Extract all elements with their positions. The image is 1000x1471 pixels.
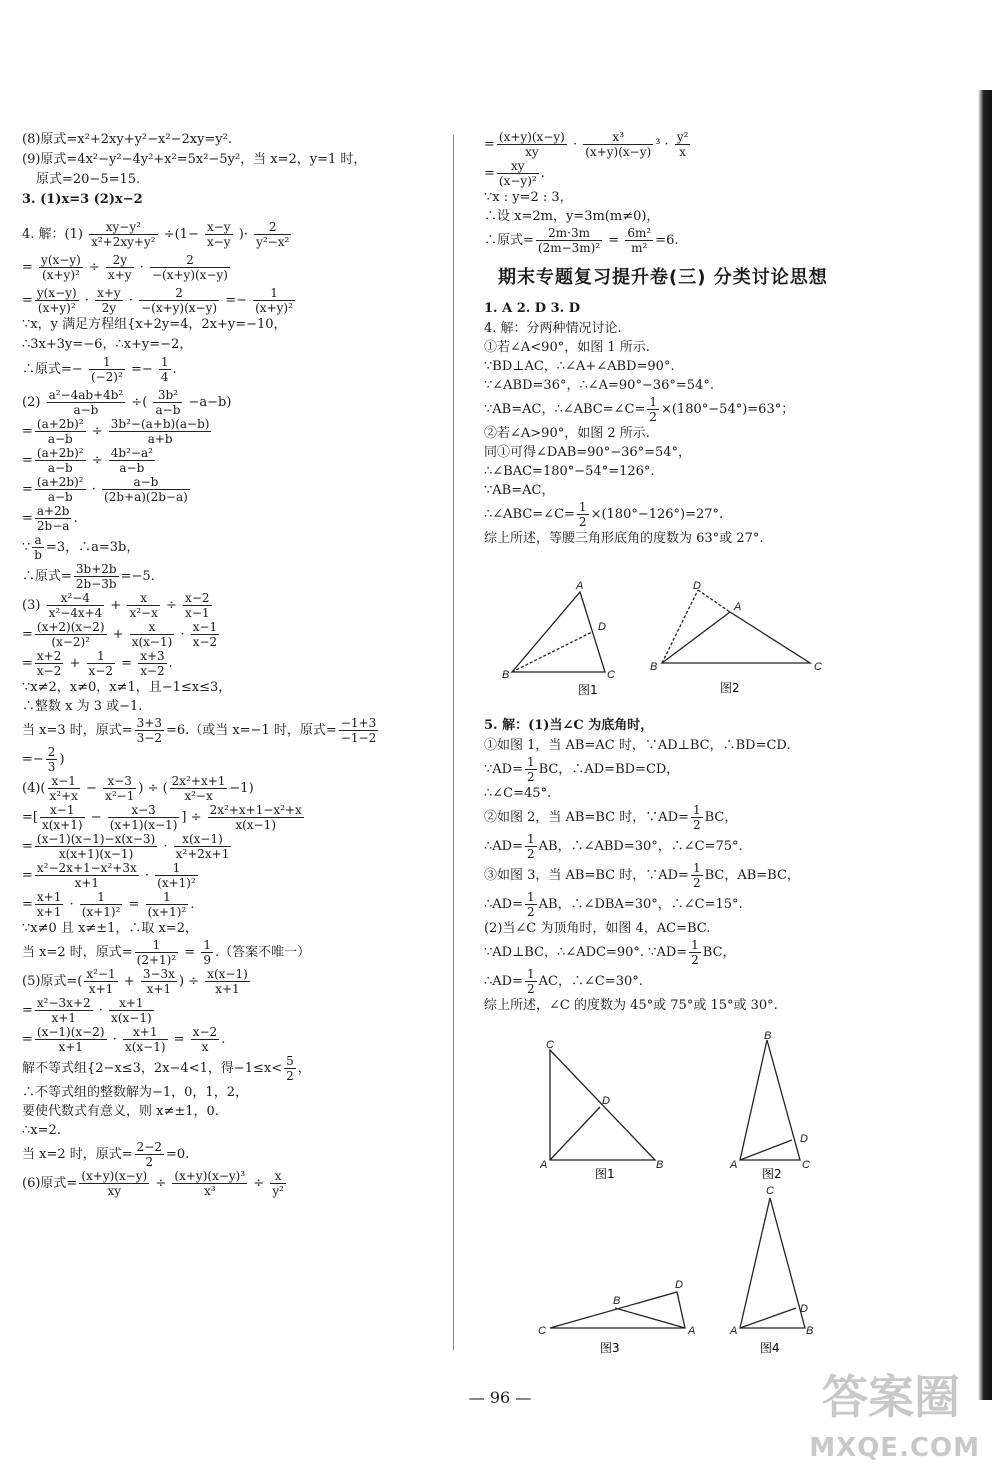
svg-text:B: B bbox=[502, 669, 510, 681]
math-line: ∴AD= $\frac{1}{2}$ AC，∴∠C=30°. bbox=[484, 967, 643, 996]
text-line: ①若∠A<90°，如图 1 所示. bbox=[484, 340, 650, 355]
math-line: ∵AB=AC，∴∠ABC=∠C= $\frac{1}{2}$ ×(180°−54°)=63°； bbox=[484, 395, 795, 424]
svg-text:C: C bbox=[538, 1325, 546, 1337]
text-line: 综上所述，等腰三角形底角的度数为 63°或 27°. bbox=[484, 531, 764, 546]
math-line: (4)( $\frac{x-1}{\text{x²+x}}$ − $\frac{x-3}{\text{x²−1}}$ ) ÷ ( $\frac{\text{2x²+x+1}}{\text{x²−x}}$ −1) bbox=[22, 774, 254, 803]
math-line: ∴原式= $\frac{3b+2b}{2b-3b}$ =−5. bbox=[22, 562, 155, 591]
svg-text:B: B bbox=[613, 1295, 621, 1307]
text-line: 同①可得∠DAB=90°−36°=54°， bbox=[484, 445, 692, 460]
math-line: (3) $\frac{\text{x²−4}}{\text{x²−4x+4}}$ + $\frac{x}{\text{x²−x}}$ ÷ $\frac{x-2}{x-1}$ bbox=[22, 591, 210, 620]
svg-text:A: A bbox=[540, 1159, 548, 1171]
caption-q5-fig1: 图1 bbox=[595, 1167, 615, 1181]
text-line: ∵x，y 满足方程组{x+2y=4，2x+y=−10， bbox=[22, 317, 287, 332]
svg-text:A: A bbox=[688, 1325, 696, 1337]
text-line: ∴3x+3y=−6，∴x+y=−2， bbox=[22, 337, 193, 352]
svg-text:B: B bbox=[764, 1030, 772, 1042]
svg-text:A: A bbox=[734, 601, 742, 613]
svg-text:D: D bbox=[800, 1133, 808, 1145]
svg-text:D: D bbox=[602, 1095, 610, 1107]
math-line: = $\frac{\text{x²−2x+1−x²+3x}}{x+1}$ · $\frac{1}{\text{(x+1)²}}$ bbox=[22, 861, 196, 890]
svg-text:B: B bbox=[656, 1159, 664, 1171]
math-line: ∴AD= $\frac{1}{2}$ AB，∴∠ABD=30°，∴∠C=75°. bbox=[484, 832, 743, 861]
section-title: 期末专题复习提升卷(三) 分类讨论思想 bbox=[498, 267, 828, 288]
math-line: = $\frac{y(x-y)}{\text{(x+y)²}}$ · $\frac{x+y}{2y}$ · $\frac{2}{-(x+y)(x-y)}$ =− $\frac{1}{\text{(x+y)²}}$ bbox=[22, 286, 293, 315]
math-line: ∴原式=− $\frac{1}{\text{(−2)²}}$ =− $\frac{1}{4}$ . bbox=[22, 355, 177, 384]
caption-fig2: 图2 bbox=[720, 681, 740, 695]
math-line: ③如图 3，当 AB=BC 时，∵AD= $\frac{1}{2}$ BC，AB=BC， bbox=[484, 861, 800, 890]
math-line: ∴原式= $\frac{2m\cdot 3m}{\text{(2m−3m)²}}$ = $\frac{\text{6m²}}{\text{m²}}$ =6. bbox=[484, 226, 679, 255]
math-line: =− $\frac{2}{3}$ ) bbox=[22, 745, 65, 774]
math-line: 当 x=2 时，原式= $\frac{1}{\text{(2+1)²}}$ = $\frac{1}{9}$ .（答案不唯一） bbox=[22, 938, 311, 967]
svg-text:A: A bbox=[730, 1159, 738, 1171]
text-line: 1. A 2. D 3. D bbox=[484, 301, 580, 316]
text-line: (2)当∠C 为顶角时，如图 4，AC=BC. bbox=[484, 921, 711, 936]
text-line: 原式=20−5=15. bbox=[36, 172, 141, 187]
math-line: = $\frac{\text{(a+2b)²}}{a-b}$ ÷ $\frac{\text{4b²−a²}}{a-b}$ bbox=[22, 446, 153, 475]
math-line: ∴∠ABC=∠C= $\frac{1}{2}$ ×(180°−126°)=27°. bbox=[484, 500, 724, 529]
svg-text:B: B bbox=[650, 661, 658, 673]
math-line: = $\frac{y(x-y)}{\text{(x+y)²}}$ ÷ $\frac{2y}{x+y}$ · $\frac{2}{-(x+y)(x-y)}$ bbox=[22, 253, 228, 282]
math-line: (5)原式=( $\frac{\text{x²−1}}{x+1}$ + $\frac{3-3x}{x+1}$ ) ÷ $\frac{x(x-1)}{x+1}$ bbox=[22, 967, 248, 996]
svg-text:D: D bbox=[598, 621, 606, 633]
left-column bbox=[22, 130, 447, 1198]
math-line: 解不等式组{2−x≤3，2x−4<1，得−1≤x< $\frac{5}{2}$ ， bbox=[22, 1054, 311, 1083]
text-line: ∵BD⊥AC，∴∠A+∠ABD=90°. bbox=[484, 359, 675, 374]
math-line: ∵AD= $\frac{1}{2}$ BC，∴AD=BD=CD， bbox=[484, 755, 680, 784]
text-line: ∵AB=AC， bbox=[484, 483, 555, 498]
math-line: ∴AD= $\frac{1}{2}$ AB，∴∠DBA=30°，∴∠C=15°. bbox=[484, 890, 743, 919]
svg-text:C: C bbox=[802, 1159, 810, 1171]
text-line: ∴设 x=2m，y=3m(m≠0)， bbox=[484, 209, 660, 224]
watermark-logo: 答案圈 bbox=[822, 1370, 960, 1424]
math-line: ②如图 2，当 AB=BC 时，∵AD= $\frac{1}{2}$ BC， bbox=[484, 803, 738, 832]
text-line: ∵x≠0 且 x≠±1，∴取 x=2， bbox=[22, 921, 199, 936]
math-line: = $\frac{(x+2)(x-2)}{\text{(x−2)²}}$ + $\frac{x}{x(x-1)}$ · $\frac{x-1}{x-2}$ bbox=[22, 620, 218, 649]
math-line: = $\frac{(x+y)(x-y)}{xy}$ · $\frac{\text{x³}}{(x+y)(x-y)}$ ³ · $\frac{\text{y²}}{x}$ bbox=[484, 130, 689, 159]
svg-text:D: D bbox=[675, 1279, 683, 1291]
math-line: = $\frac{xy}{\text{(x−y)²}}$ . bbox=[484, 159, 545, 188]
page-edge-shadow bbox=[978, 90, 992, 1400]
text-line: 3. (1)x=3 (2)x−2 bbox=[22, 192, 143, 207]
caption-q5-fig3: 图3 bbox=[600, 1341, 620, 1355]
text-line: 要使代数式有意义，则 x≠±1，0. bbox=[22, 1104, 219, 1119]
svg-text:A: A bbox=[730, 1325, 738, 1337]
text-line: ①如图 1，当 AB=AC 时，∵AD⊥BC，∴BD=CD. bbox=[484, 738, 791, 753]
text-line: ∴不等式组的整数解为−1，0，1，2， bbox=[22, 1085, 248, 1100]
math-line: = $\frac{\text{x²−3x+2}}{x+1}$ · $\frac{x+1}{x(x-1)}$ bbox=[22, 996, 152, 1025]
svg-text:A: A bbox=[576, 580, 584, 592]
q5-figures bbox=[530, 1030, 850, 1360]
q4-figures bbox=[490, 580, 860, 700]
math-line: = $\frac{(x-1)(x-1)-x(x-3)}{x(x+1)(x-1)}$ · $\frac{x(x-1)}{\text{x²+2x+1}}$ bbox=[22, 832, 230, 861]
math-line: (6)原式= $\frac{(x+y)(x-y)}{xy}$ ÷ $\frac{\text{(x+y)(x−y)³}}{\text{x³}}$ ÷ $\frac{x}{\text{y²}}$ bbox=[22, 1169, 284, 1198]
right-column bbox=[484, 130, 884, 548]
svg-text:C: C bbox=[814, 661, 822, 673]
text-line: ∴∠C=45°. bbox=[484, 786, 552, 801]
text-line: ∴∠BAC=180°−54°=126°. bbox=[484, 464, 655, 479]
text-line: 5. 解：(1)当∠C 为底角时， bbox=[484, 718, 654, 733]
q5-block bbox=[484, 716, 884, 1015]
math-line: = $\frac{x+2}{x-2}$ + $\frac{1}{x-2}$ = $\frac{x+3}{x-2}$ . bbox=[22, 649, 173, 678]
page-number: — 96 — bbox=[468, 1388, 532, 1407]
svg-text:C: C bbox=[546, 1039, 554, 1051]
math-line: 当 x=3 时，原式= $\frac{3+3}{3-2}$ =6.（或当 x=−1 时，原式= $\frac{-1+3}{-1-2}$ bbox=[22, 716, 377, 745]
text-line: ∵∠ABD=36°，∴∠A=90°−36°=54°. bbox=[484, 378, 714, 393]
column-divider bbox=[453, 135, 454, 1350]
caption-fig1: 图1 bbox=[578, 683, 598, 697]
math-line: = $\frac{x+1}{x+1}$ · $\frac{1}{\text{(x+1)²}}$ = $\frac{1}{\text{(x+1)²}}$ . bbox=[22, 890, 195, 919]
math-line: 当 x=2 时，原式= $\frac{2-2}{2}$ =0. bbox=[22, 1140, 190, 1169]
math-line: 4. 解：(1) $\frac{\text{xy−y²}}{\text{x²+2xy+y²}}$ ÷(1− $\frac{x-y}{x-y}$ )· $\frac{2}{\text{y²−x²}}$ bbox=[22, 220, 290, 249]
text-line: ②若∠A>90°，如图 2 所示. bbox=[484, 426, 650, 441]
caption-q5-fig4: 图4 bbox=[760, 1341, 780, 1355]
q5-fig2 bbox=[740, 1040, 800, 1160]
text-line: (8)原式=x²+2xy+y²−x²−2xy=y². bbox=[22, 132, 232, 147]
math-line: = $\frac{a+2b}{2b-a}$ . bbox=[22, 504, 78, 533]
watermark-url: MXQE.COM bbox=[809, 1433, 980, 1463]
text-line: ∵x : y=2 : 3， bbox=[484, 190, 573, 205]
text-line: 4. 解：分两种情况讨论. bbox=[484, 321, 622, 336]
math-line: ∵ $\frac{a}{b}$ =3，∴a=3b， bbox=[22, 533, 140, 562]
math-line: ∵AD⊥BC，∴∠ADC=90°. ∵AD= $\frac{1}{2}$ BC， bbox=[484, 938, 736, 967]
math-line: = $\frac{\text{(a+2b)²}}{a-b}$ · $\frac{a-b}{(2b+a)(2b-a)}$ bbox=[22, 475, 188, 504]
math-line: (2) $\frac{\text{a²−4ab+4b²}}{a-b}$ ÷( $\frac{\text{3b²}}{a-b}$ −a−b) bbox=[22, 388, 232, 417]
text-line: ∴整数 x 为 3 或−1. bbox=[22, 699, 143, 714]
math-line: =[ $\frac{x-1}{x(x+1)}$ − $\frac{x-3}{(x+1)(x-1)}$ ] ÷ $\frac{\text{2x²+x+1−x²+x}}{x(x-1)}$ bbox=[22, 803, 302, 832]
svg-text:D: D bbox=[800, 1303, 808, 1315]
svg-text:D: D bbox=[693, 580, 701, 592]
text-line: (9)原式=4x²−y²−4y²+x²=5x²−5y²，当 x=2，y=1 时， bbox=[22, 152, 367, 167]
svg-text:C: C bbox=[766, 1185, 774, 1197]
q4-figure-1 bbox=[512, 592, 605, 672]
text-line: ∵x≠2，x≠0，x≠1，且−1≤x≤3， bbox=[22, 680, 232, 695]
text-line: 综上所述，∠C 的度数为 45°或 75°或 15°或 30°. bbox=[484, 998, 778, 1013]
math-line: = $\frac{\text{(a+2b)²}}{a-b}$ ÷ $\frac{\text{3b²−(a+b)(a−b)}}{a+b}$ bbox=[22, 417, 210, 446]
svg-text:B: B bbox=[806, 1325, 814, 1337]
text-line: ∴x=2. bbox=[22, 1123, 61, 1138]
math-line: = $\frac{(x-1)(x-2)}{x+1}$ · $\frac{x+1}{x(x-1)}$ = $\frac{x-2}{x}$ . bbox=[22, 1025, 226, 1054]
caption-q5-fig2: 图2 bbox=[762, 1167, 782, 1181]
svg-text:C: C bbox=[607, 669, 615, 681]
